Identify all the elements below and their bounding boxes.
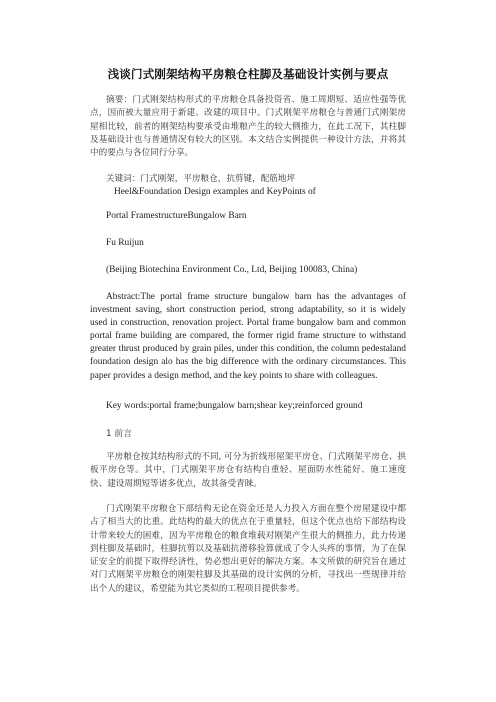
introduction-paragraph-2: 门式刚架平房粮仓下部结构无论在资金还是人力投入方面在整个房屋建设中都占了相当大的比重。此结构的最大的优点在于重量轻，但这个优点也给下部结构设计带来较大的困难，因为平房粮仓的粮食堆载对刚架产生很大的侧推力，此力传递到柱脚及基础时，柱脚抗剪以及基础抗滑移验算就成了令人头疼的事情，为了在保证安全的前提下取得经济性，势必想出更好的解决方案。本文所做的研究旨在通过对门式刚架平房粮仓的刚架柱脚及其基础的设计实例的分析，寻找出一些规律并给出个人的建议，希望能为其它类似的工程项目提供参考。 [90,504,406,594]
abstract-chinese: 摘要：门式刚架结构形式的平房粮仓具备投资省、施工周期短、适应性强等优点，因而被大量应用于新建、改建的项目中。门式刚架平房粮仓与普通门式刚架房屋相比较，前者的刚架结构要承受由堆粮产生的较大侧推力，在此工况下，其柱脚及基础设计也与普通情况有较大的区别。本文结合实例提供一种设计方法，并将其中的要点与各位同行分享。 [90,95,406,159]
paper-title: 浅谈门式刚架结构平房粮仓柱脚及基础设计实例与要点 [107,67,389,81]
keywords-english: Key words:portal frame;bungalow barn;shear key;reinforced ground [106,401,363,411]
introduction-paragraph-1: 平房粮仓按其结构形式的不同, 可分为折线形屋架平房仓、门式刚架平房仓、拱板平房仓等。其中，门式刚架平房仓有结构自重轻、屋面防水性能好、施工速度快、建设周期短等诸多优点，故其备受青睐。 [90,452,406,489]
english-title-line-2: Portal FramestructureBungalow Barn [106,211,247,221]
author-name: Fu Ruijun [106,238,144,248]
section-heading-introduction: 1 前言 [106,429,132,439]
abstract-english: Abstract:The portal frame structure bungalow barn has the advantages of investment saving, short construction period, strong adaptability, so it is widely used in construction, renovation project. Portal frame bungalow barn and common portal frame building are compared, the former rigid frame structure to withstand greater thrust produced by grain piles, under this condition, the column pedestaland foundation design alo has the big difference with the ordinary circumstances. This paper provides a design method, and the key points to share with colleagues. [90,292,406,381]
english-title-line-1: Heel&Foundation Design examples and KeyPoints of [114,187,316,197]
author-affiliation: (Beijing Biotechina Environment Co., Ltd, Beijing 100083, China) [106,265,358,275]
keywords-chinese: 关键词：门式刚架，平房粮仓，抗剪键，配筋地坪 [106,174,296,184]
